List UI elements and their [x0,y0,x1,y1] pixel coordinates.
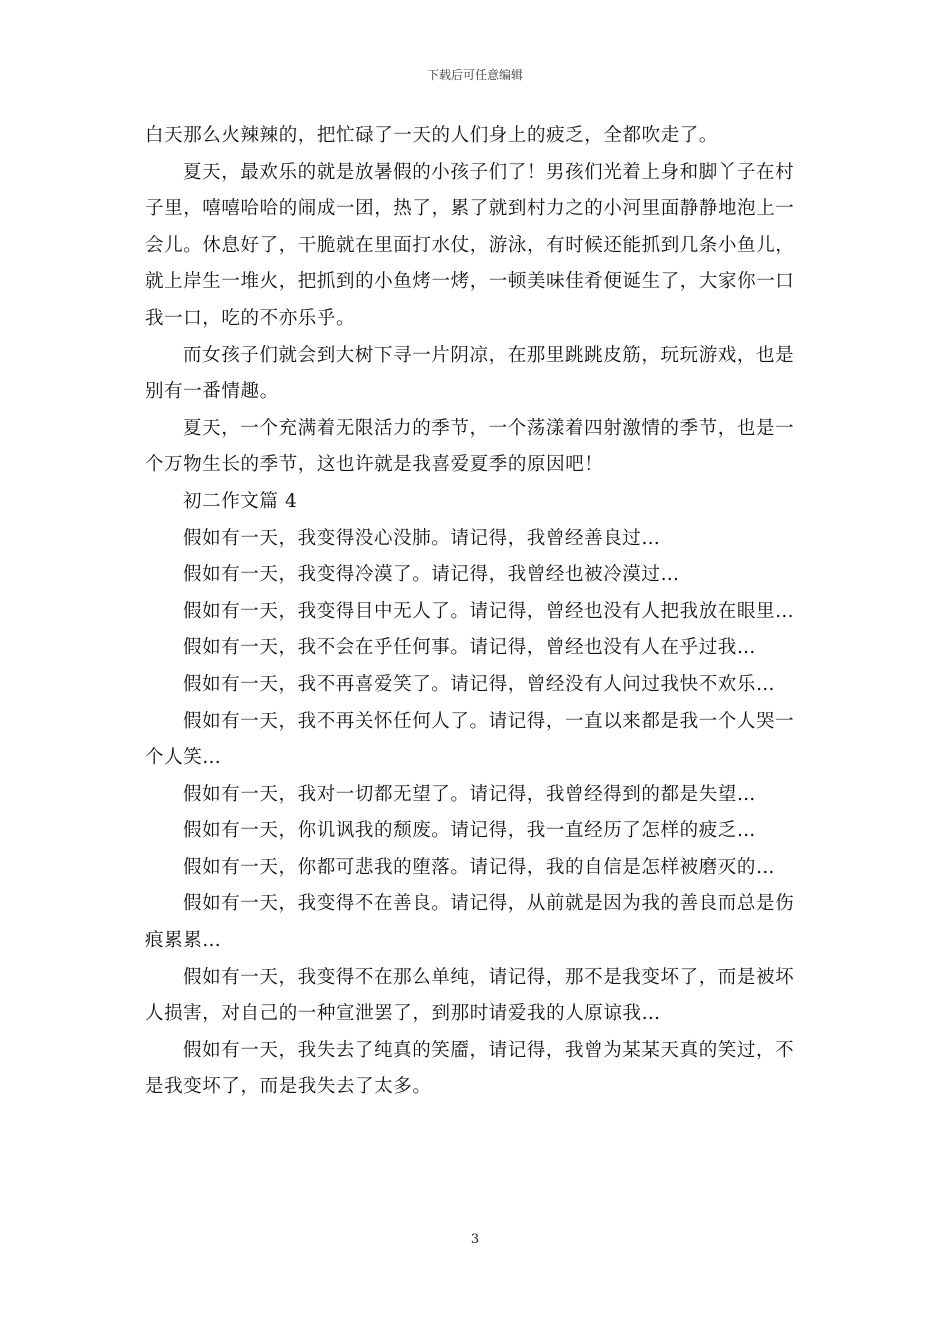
paragraph: 假如有一天，我变得不在善良。请记得，从前就是因为我的善良而总是伤痕累累… [145,893,795,952]
document-body [145,118,810,1106]
paragraph: 假如有一天，我失去了纯真的笑靥，请记得，我曾为某某天真的笑过，不是我变坏了，而是我失去了太多。 [145,1039,795,1098]
page-header: 下载后可任意编辑 [426,68,523,82]
paragraph: 假如有一天，我变得目中无人了。请记得，曾经也没有人把我放在眼里… [183,600,795,622]
paragraph: 假如有一天，我不再喜爱笑了。请记得，曾经没有人问过我快不欢乐… [183,673,776,695]
paragraph: 假如有一天，我不再关怀任何人了。请记得，一直以来都是我一个人哭一个人笑… [145,710,795,769]
paragraph: 假如有一天，我变得没心没肺。请记得，我曾经善良过… [183,527,661,549]
paragraph: 假如有一天，我变得不在那么单纯，请记得，那不是我变坏了，而是被坏人损害，对自己的一种宣泄罢了，到那时请爱我的人原谅我… [145,966,795,1025]
paragraph: 假如有一天，我变得冷漠了。请记得，我曾经也被冷漠过… [183,564,680,586]
paragraph: 假如有一天，你都可悲我的堕落。请记得，我的自信是怎样被磨灭的… [183,856,776,878]
section-heading: 初二作文篇 4 [183,490,298,512]
paragraph: 假如有一天，我不会在乎任何事。请记得，曾经也没有人在乎过我… [183,637,757,659]
paragraph: 而女孩子们就会到大树下寻一片阴凉，在那里跳跳皮筋，玩玩游戏，也是别有一番情趣。 [145,344,795,403]
paragraph: 假如有一天，你讥讽我的颓废。请记得，我一直经历了怎样的疲乏… [183,820,757,842]
paragraph: 白天那么火辣辣的，把忙碌了一天的人们身上的疲乏，全都吹走了。 [145,125,719,146]
paragraph: 夏天，最欢乐的就是放暑假的小孩子们了！男孩们光着上身和脚丫子在村子里，嘻嘻哈哈的闹成一团，热了，累了就到村力之的小河里面静静地泡上一会儿。休息好了，干脆就在里面打水仗，游泳，有时候还能抓到几条小鱼儿，就上岸生一堆火，把抓到的小鱼烤一烤，一顿美味佳肴便诞生了，大家你一口我一口，吃的不亦乐乎。 [145,161,795,329]
paragraph: 假如有一天，我对一切都无望了。请记得，我曾经得到的都是失望… [183,783,757,805]
paragraph: 夏天，一个充满着无限活力的季节，一个荡漾着四射激情的季节，也是一个万物生长的季节，这也许就是我喜爱夏季的原因吧！ [145,417,795,476]
page-number: 3 [470,1232,480,1247]
